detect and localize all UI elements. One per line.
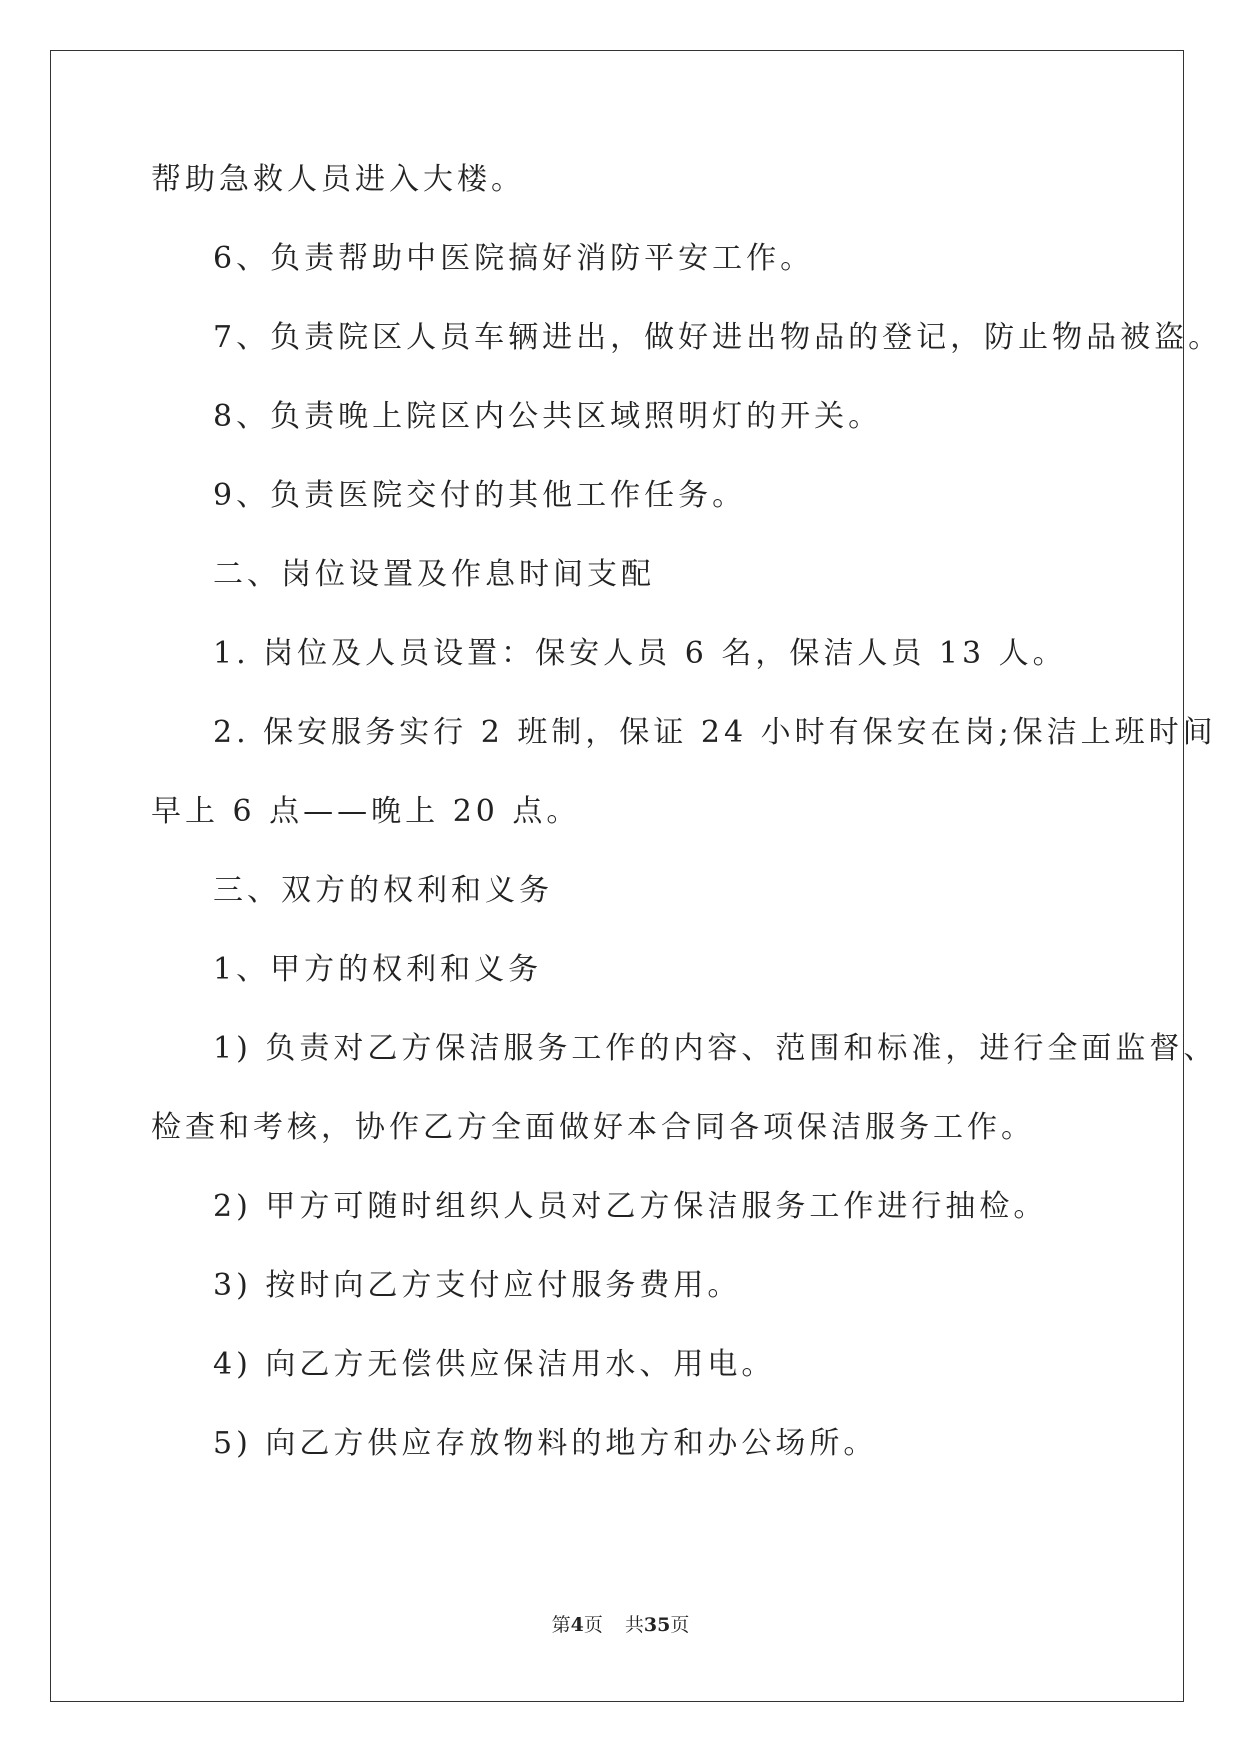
paragraph-line: 1. 岗位及人员设置：保安人员 6 名，保洁人员 13 人。 xyxy=(213,636,1067,671)
paragraph-line: 早上 6 点——晚上 20 点。 xyxy=(151,794,581,829)
page-number: 4 xyxy=(570,1614,584,1636)
section-heading: 三、双方的权利和义务 xyxy=(213,873,553,908)
paragraph-line: 2. 保安服务实行 2 班制，保证 24 小时有保安在岗;保洁上班时间 xyxy=(213,715,1217,750)
paragraph-line: 2) 甲方可随时组织人员对乙方保洁服务工作进行抽检。 xyxy=(213,1189,1048,1224)
paragraph-line: 3) 按时向乙方支付应付服务费用。 xyxy=(213,1268,742,1303)
paragraph-line: 9、负责医院交付的其他工作任务。 xyxy=(213,478,747,513)
page-suffix: 页 xyxy=(583,1614,603,1636)
paragraph-line: 8、负责晚上院区内公共区域照明灯的开关。 xyxy=(213,399,883,434)
paragraph-line: 4) 向乙方无偿供应保洁用水、用电。 xyxy=(213,1347,776,1382)
paragraph-line: 6、负责帮助中医院搞好消防平安工作。 xyxy=(213,241,815,276)
paragraph-line: 检查和考核，协作乙方全面做好本合同各项保洁服务工作。 xyxy=(151,1110,1035,1145)
page-footer xyxy=(0,1610,1241,1637)
total-suffix: 页 xyxy=(670,1614,690,1636)
total-pages: 35 xyxy=(643,1614,671,1636)
paragraph-line: 7、负责院区人员车辆进出，做好进出物品的登记，防止物品被盗。 xyxy=(213,320,1223,355)
paragraph-line: 5) 向乙方供应存放物料的地方和办公场所。 xyxy=(213,1426,878,1461)
total-prefix: 共 xyxy=(624,1614,644,1636)
page-prefix: 第 xyxy=(551,1614,571,1636)
section-heading: 二、岗位设置及作息时间支配 xyxy=(213,557,655,592)
subsection-heading: 1、甲方的权利和义务 xyxy=(213,952,543,987)
paragraph-line: 1) 负责对乙方保洁服务工作的内容、范围和标准，进行全面监督、 xyxy=(213,1031,1218,1066)
paragraph-line: 帮助急救人员进入大楼。 xyxy=(151,162,525,197)
